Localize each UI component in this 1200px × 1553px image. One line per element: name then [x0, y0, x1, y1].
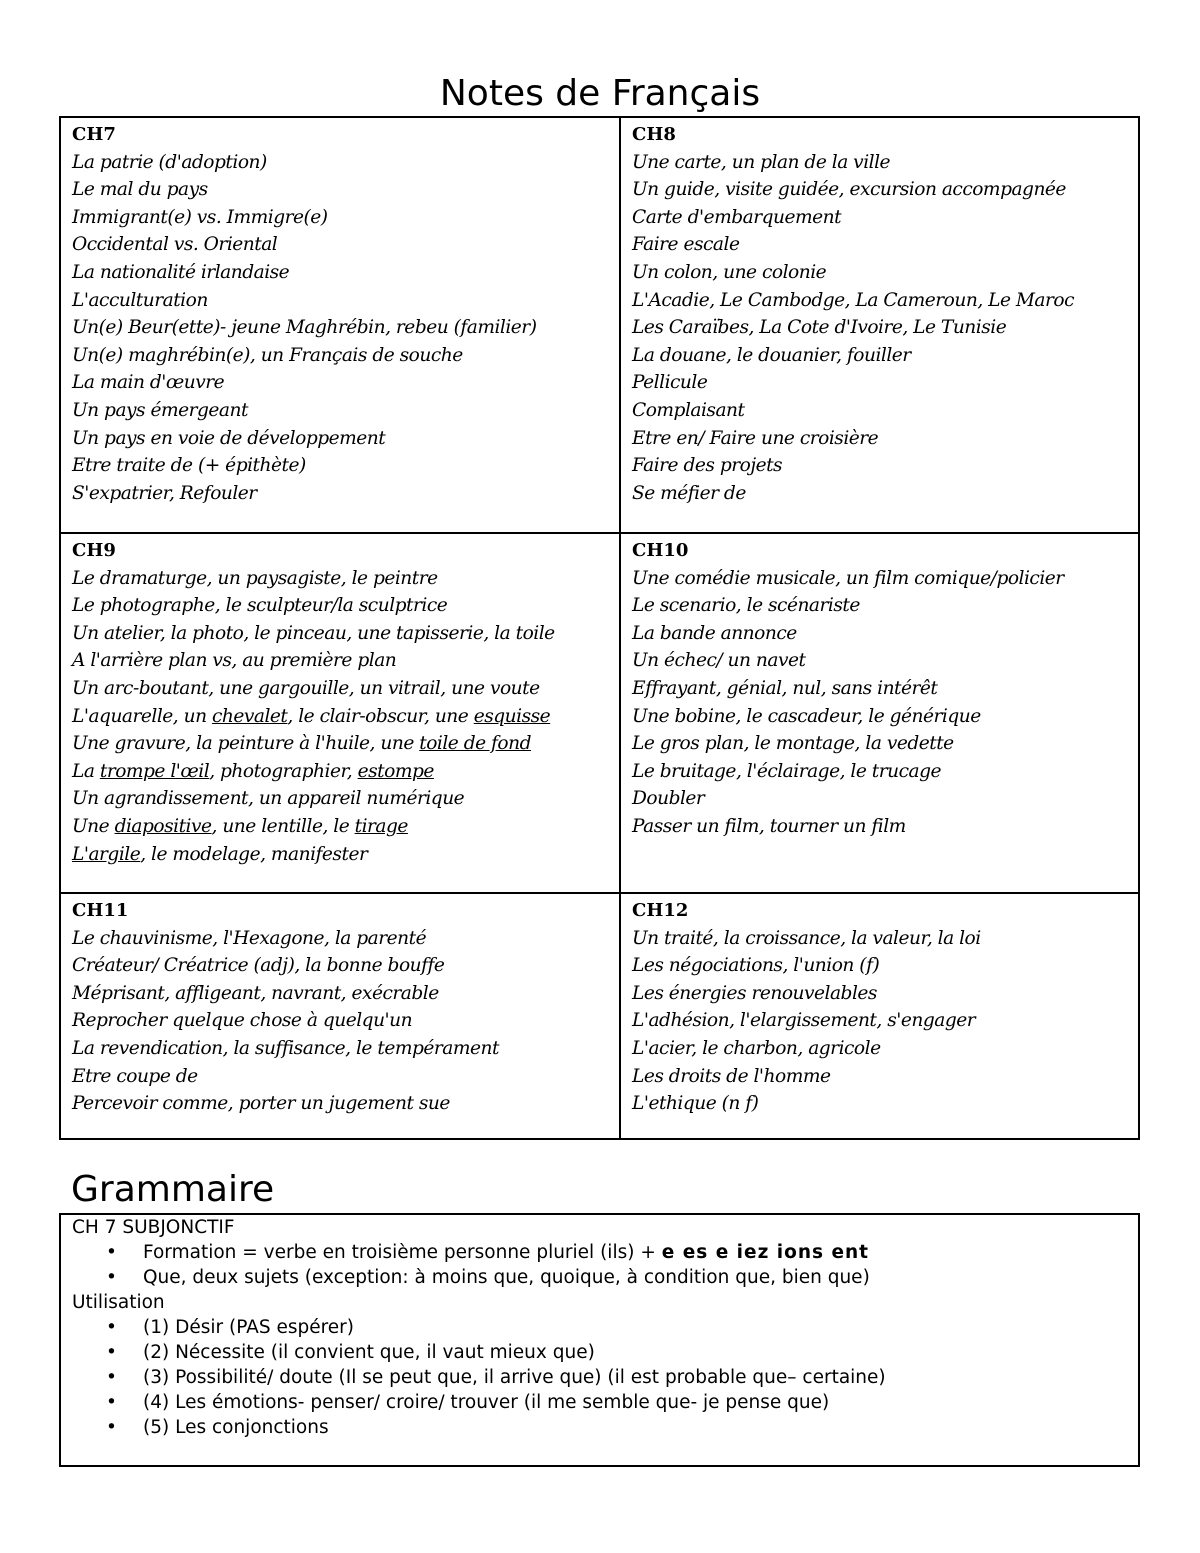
vocab-item: L'argile, le modelage, manifester	[72, 843, 368, 865]
vocab-item: Une comédie musicale, un film comique/policier	[632, 567, 1064, 589]
use-text: (3) Possibilité/ doute (Il se peut que, il arrive que) (il est probable que– certaine)	[143, 1367, 886, 1388]
vocab-item: L'acier, le charbon, agricole	[632, 1037, 881, 1059]
chapter-heading: CH11	[72, 900, 129, 921]
vocab-list	[632, 925, 1138, 1118]
chapter-cell-ch7	[61, 118, 619, 532]
formation-endings: e es e iez ions ent	[661, 1242, 870, 1263]
vocabulary-table	[59, 116, 1140, 1140]
vocab-item: Pellicule	[632, 372, 708, 394]
vocab-item: La bande annonce	[632, 622, 797, 644]
vocab-item: A l'arrière plan vs, au première plan	[72, 650, 397, 672]
vocab-item: L'aquarelle, un chevalet, le clair-obscur, une esquisse	[72, 705, 551, 727]
vocab-item: Un atelier, la photo, le pinceau, une tapisserie, la toile	[72, 622, 555, 644]
vocab-item: Occidental vs. Oriental	[72, 234, 278, 256]
vocab-item: Une bobine, le cascadeur, le générique	[632, 705, 981, 727]
vocab-item: L'adhésion, l'elargissement, s'engager	[632, 1010, 976, 1032]
vocab-item: Reprocher quelque chose à quelqu'un	[72, 1010, 413, 1032]
vocab-item: La patrie (d'adoption)	[72, 151, 267, 173]
utilisation-label: Utilisation	[72, 1292, 165, 1313]
chapter-cell-ch11	[61, 892, 619, 1138]
bullet-icon: •	[106, 1242, 117, 1263]
vocab-item: Le photographe, le sculpteur/la sculptrice	[72, 595, 448, 617]
vocab-item: Se méfier de	[632, 482, 746, 504]
vocab-item: Faire escale	[632, 234, 740, 256]
chapter-heading: CH9	[72, 540, 116, 561]
vocab-item: Le chauvinisme, l'Hexagone, la parenté	[72, 927, 427, 949]
vocab-item: Un traité, la croissance, la valeur, la loi	[632, 927, 981, 949]
vocab-item: Le gros plan, le montage, la vedette	[632, 733, 954, 755]
vocab-item: Créateur/ Créatrice (adj), la bonne bouffe	[72, 955, 445, 977]
vocab-item: Un agrandissement, un appareil numérique	[72, 788, 465, 810]
vocab-item: Un colon, une colonie	[632, 261, 827, 283]
vocab-item: Immigrant(e) vs. Immigre(e)	[72, 206, 328, 228]
vocab-item: La douane, le douanier, fouiller	[632, 344, 911, 366]
vocab-item: Etre coupe de	[72, 1065, 198, 1087]
vocab-item: Une diapositive, une lentille, le tirage	[72, 815, 408, 837]
vocab-item: Un pays émergeant	[72, 399, 248, 421]
chapter-cell-ch8	[619, 118, 1138, 532]
vocab-item: L'acculturation	[72, 289, 208, 311]
vocab-item: Etre traite de (+ épithète)	[72, 455, 306, 477]
page-title: Notes de Français	[439, 73, 761, 114]
vocab-item: Le bruitage, l'éclairage, le trucage	[632, 760, 942, 782]
chapter-cell-ch10	[619, 532, 1138, 892]
vocab-list	[72, 565, 619, 869]
vocab-item: Un(e) Beur(ette)- jeune Maghrébin, rebeu (familier)	[72, 317, 537, 339]
vocab-item: Une carte, un plan de la ville	[632, 151, 891, 173]
chapter-heading: CH12	[632, 900, 689, 921]
chapter-cell-ch9	[61, 532, 619, 892]
chapter-cell-ch12	[619, 892, 1138, 1138]
vocab-item: Faire des projets	[632, 455, 783, 477]
vocab-list	[72, 149, 619, 508]
formation-text: Formation = verbe en troisième personne pluriel (ils) +	[143, 1242, 662, 1263]
vocab-item: Passer un film, tourner un film	[632, 815, 906, 837]
vocab-item: Les énergies renouvelables	[632, 982, 877, 1004]
vocab-item: L'Acadie, Le Cambodge, La Cameroun, Le Maroc	[632, 289, 1075, 311]
bullet-icon: •	[106, 1342, 117, 1363]
list-item	[72, 1390, 1138, 1415]
vocab-item: Doubler	[632, 788, 705, 810]
grammar-title: Grammaire	[71, 1169, 275, 1210]
chapter-heading: CH8	[632, 124, 676, 145]
vocab-item: Le scenario, le scénariste	[632, 595, 860, 617]
vocab-item: Les droits de l'homme	[632, 1065, 831, 1087]
vocab-item: Méprisant, affligeant, navrant, exécrable	[72, 982, 439, 1004]
use-text: (1) Désir (PAS espérer)	[143, 1317, 354, 1338]
vocab-item: La trompe l'œil, photographier, estompe	[72, 760, 434, 782]
vocab-item: L'ethique (n f)	[632, 1093, 759, 1115]
vocab-item: La nationalité irlandaise	[72, 261, 290, 283]
vocab-item: Le mal du pays	[72, 179, 208, 201]
chapter-heading: CH10	[632, 540, 689, 561]
vocab-item: La main d'œuvre	[72, 372, 225, 394]
list-item	[72, 1415, 1138, 1440]
use-text: (2) Nécessite (il convient que, il vaut mieux que)	[143, 1342, 595, 1363]
chapter-heading: CH7	[72, 124, 116, 145]
vocab-item: Une gravure, la peinture à l'huile, une toile de fond	[72, 733, 531, 755]
que-rule-text: Que, deux sujets (exception: à moins que, quoique, à condition que, bien que)	[143, 1267, 870, 1288]
bullet-icon: •	[106, 1367, 117, 1388]
vocab-item: Un arc-boutant, une gargouille, un vitrail, une voute	[72, 677, 540, 699]
vocab-item: Carte d'embarquement	[632, 206, 842, 228]
vocab-item: Le dramaturge, un paysagiste, le peintre	[72, 567, 438, 589]
vocab-item: Percevoir comme, porter un jugement sue	[72, 1093, 450, 1115]
bullet-icon: •	[106, 1267, 117, 1288]
use-text: (5) Les conjonctions	[143, 1417, 329, 1438]
use-text: (4) Les émotions- penser/ croire/ trouver (il me semble que- je pense que)	[143, 1392, 830, 1413]
list-item	[72, 1340, 1138, 1365]
bullet-icon: •	[106, 1417, 117, 1438]
vocab-item: Un échec/ un navet	[632, 650, 806, 672]
vocab-list	[72, 925, 619, 1118]
bullet-icon: •	[106, 1317, 117, 1338]
list-item	[72, 1315, 1138, 1340]
vocab-list	[632, 565, 1138, 841]
vocab-item: Un guide, visite guidée, excursion accompagnée	[632, 179, 1066, 201]
vocab-item: Les négociations, l'union (f)	[632, 955, 880, 977]
grammar-heading: CH 7 SUBJONCTIF	[72, 1217, 235, 1238]
vocab-item: Un(e) maghrébin(e), un Français de souche	[72, 344, 463, 366]
vocab-item: Effrayant, génial, nul, sans intérêt	[632, 677, 938, 699]
list-item	[72, 1365, 1138, 1390]
bullet-icon: •	[106, 1392, 117, 1413]
grammar-box	[59, 1213, 1140, 1467]
vocab-item: La revendication, la suffisance, le tempérament	[72, 1037, 499, 1059]
vocab-item: Etre en/ Faire une croisière	[632, 427, 879, 449]
vocab-item: Un pays en voie de développement	[72, 427, 386, 449]
uses-list	[72, 1315, 1138, 1440]
list-item	[72, 1240, 1138, 1265]
vocab-item: Complaisant	[632, 399, 745, 421]
vocab-list	[632, 149, 1138, 508]
list-item	[72, 1265, 1138, 1290]
vocab-item: Les Caraïbes, La Cote d'Ivoire, Le Tunisie	[632, 317, 1007, 339]
vocab-item: S'expatrier, Refouler	[72, 482, 257, 504]
